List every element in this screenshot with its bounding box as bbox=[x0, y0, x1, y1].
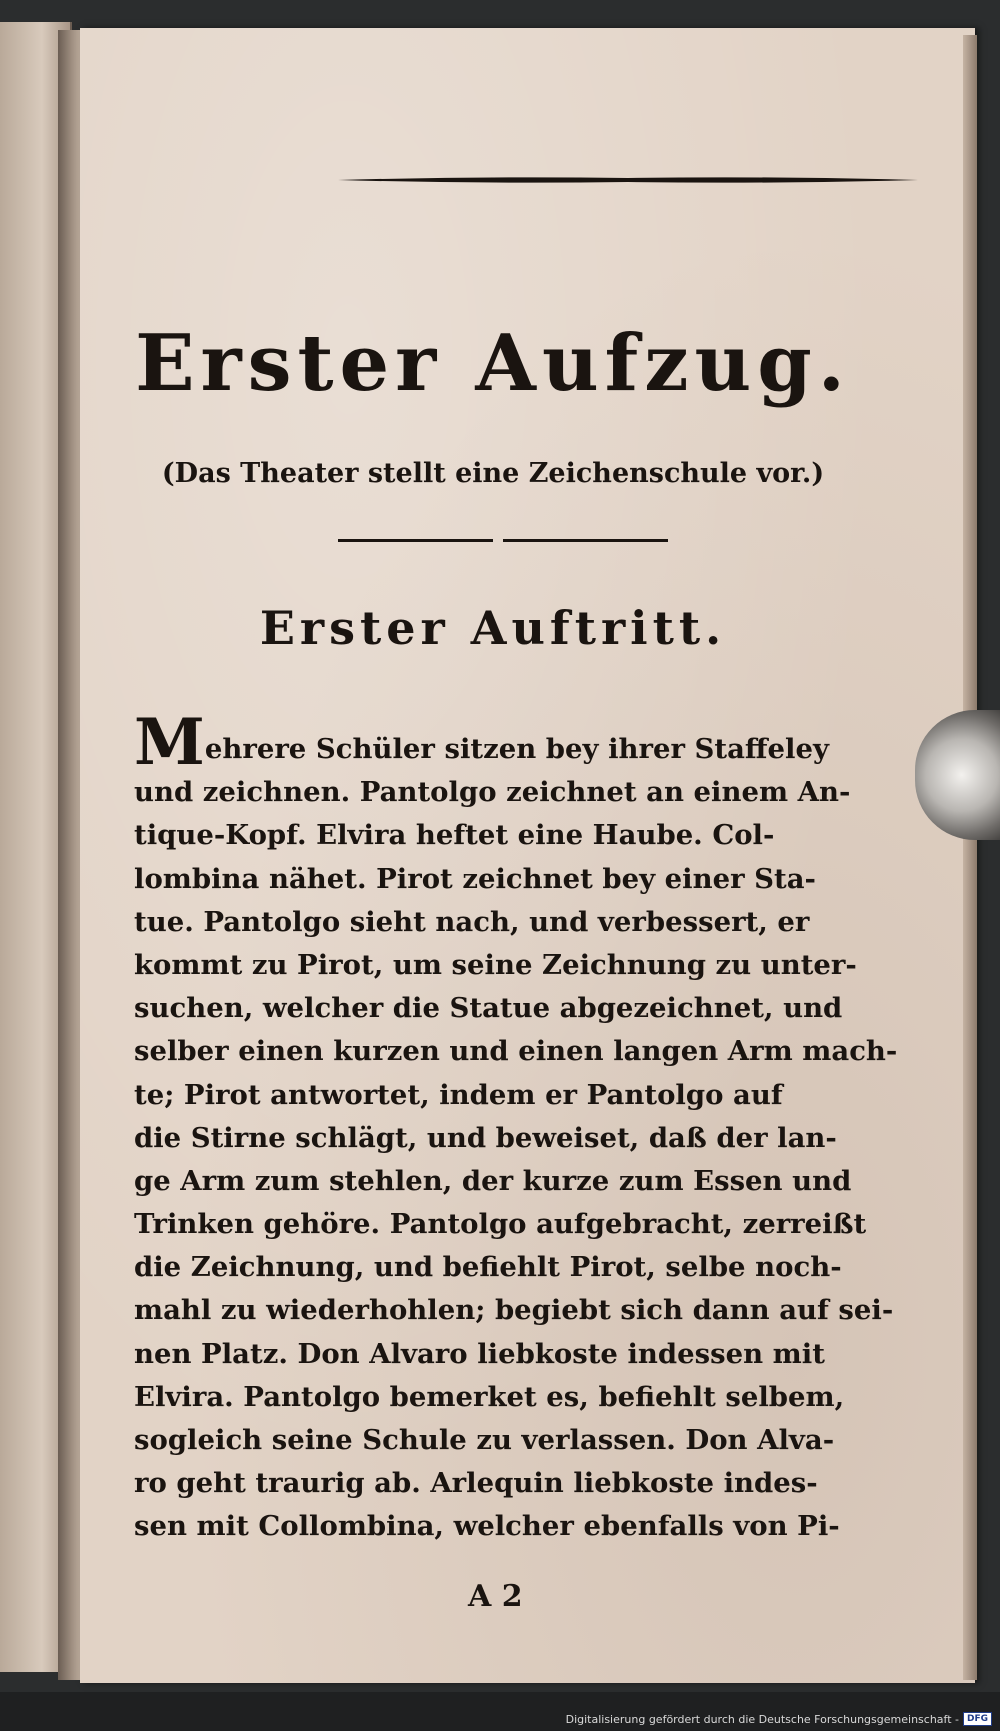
text-line: tue. Pantolgo sieht nach, und verbessert, er bbox=[134, 905, 810, 938]
text-line: Mehrere Schüler sitzen bey ihrer Staffeley bbox=[134, 705, 829, 780]
text-line: die Zeichnung, und befiehlt Pirot, selbe noch- bbox=[134, 1251, 842, 1284]
stage-direction-text bbox=[134, 705, 898, 1549]
text-line: selber einen kurzen und einen langen Arm mach- bbox=[134, 1035, 898, 1068]
text-line: sen mit Collombina, welcher ebenfalls von Pi- bbox=[134, 1510, 840, 1543]
text-line: ge Arm zum stehlen, der kurze zum Essen und bbox=[134, 1164, 852, 1197]
digitization-credit bbox=[566, 1712, 992, 1726]
drop-cap: M bbox=[134, 705, 205, 780]
text-line: nen Platz. Don Alvaro liebkoste indessen mit bbox=[134, 1337, 825, 1370]
dfg-logo: DFG bbox=[963, 1712, 992, 1726]
page-edge-shadow bbox=[963, 35, 977, 1680]
text-line: kommt zu Pirot, um seine Zeichnung zu unter- bbox=[134, 948, 857, 981]
section-rule bbox=[338, 539, 668, 543]
act-title: Erster Aufzug. bbox=[135, 318, 851, 409]
text-line: lombina nähet. Pirot zeichnet bey einer Sta- bbox=[134, 862, 816, 895]
scene-setting: (Das Theater stellt eine Zeichenschule vor.) bbox=[161, 458, 825, 489]
text-line: tique-Kopf. Elvira heftet eine Haube. Col- bbox=[134, 819, 775, 852]
scene-title: Erster Auftritt. bbox=[259, 601, 727, 655]
ornament-rule bbox=[338, 176, 918, 184]
text-line: mahl zu wiederhohlen; begiebt sich dann auf sei- bbox=[134, 1294, 894, 1327]
text-line: ro geht traurig ab. Arlequin liebkoste indes- bbox=[134, 1467, 818, 1500]
text-line: die Stirne schlägt, und beweiset, daß der lan- bbox=[134, 1121, 837, 1154]
text-line: Trinken gehöre. Pantolgo aufgebracht, zerreißt bbox=[134, 1208, 867, 1241]
text-line: suchen, welcher die Statue abgezeichnet, und bbox=[134, 992, 843, 1025]
text-line: Elvira. Pantolgo bemerket es, befiehlt selbem, bbox=[134, 1380, 845, 1413]
text-line: und zeichnen. Pantolgo zeichnet an einem An- bbox=[134, 776, 851, 809]
credit-text: Digitalisierung gefördert durch die Deutsche Forschungsgemeinschaft - bbox=[565, 1712, 959, 1726]
text-line: te; Pirot antwortet, indem er Pantolgo auf bbox=[134, 1078, 783, 1111]
text-line: sogleich seine Schule zu verlassen. Don Alva- bbox=[134, 1424, 835, 1456]
signature-mark: A 2 bbox=[468, 1579, 523, 1614]
